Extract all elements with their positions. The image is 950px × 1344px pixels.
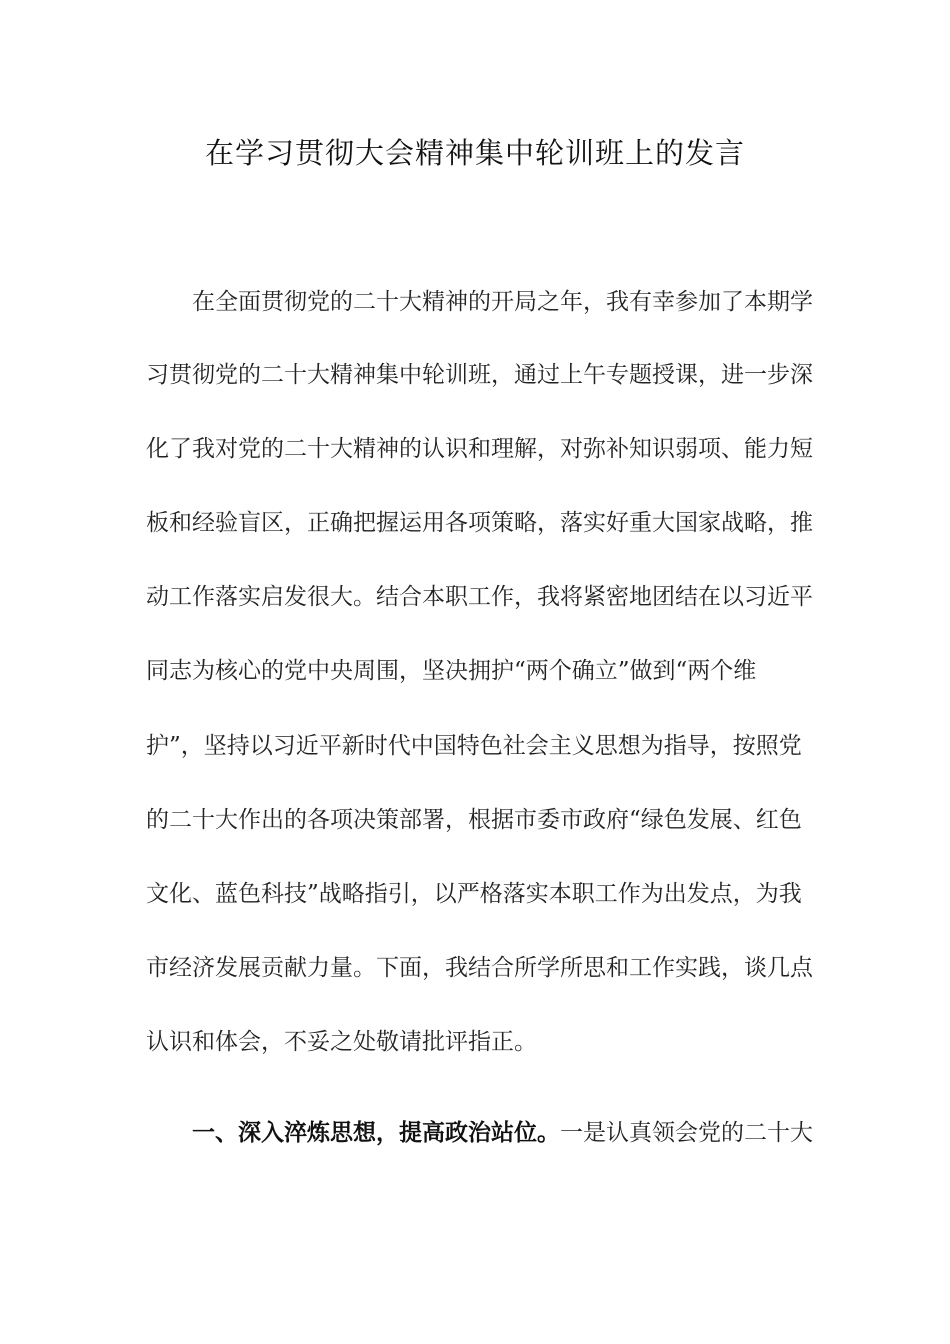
section-line [192,1113,813,1153]
section-heading: 一、深入淬炼思想，提高政治站位。 [192,1120,560,1146]
paragraph-line: 在全面贯彻党的二十大精神的开局之年，我有幸参加了本期学 [192,289,813,315]
paragraph-line: 习贯彻党的二十大精神集中轮训班，通过上午专题授课，进一步深 [146,362,813,388]
paragraph-line: 板和经验盲区，正确把握运用各项策略，落实好重大国家战略，推 [146,510,813,536]
paragraph-line: 护”，坚持以习近平新时代中国特色社会主义思想为指导，按照党 [146,733,802,759]
document-title: 在学习贯彻大会精神集中轮训班上的发言 [204,136,745,170]
paragraph-line: 市经济发展贡献力量。下面，我结合所学所思和工作实践，谈几点 [146,955,813,981]
paragraph-line: 动工作落实启发很大。结合本职工作，我将紧密地团结在以习近平 [146,584,813,610]
paragraph-line: 化了我对党的二十大精神的认识和理解，对弥补知识弱项、能力短 [146,436,813,462]
section-text: 一是认真领会党的二十大 [560,1120,813,1146]
paragraph-line: 文化、蓝色科技”战略指引，以严格落实本职工作为出发点，为我 [146,881,802,907]
paragraph-line: 同志为核心的党中央周围，坚决拥护“两个确立”做到“两个维 [146,658,757,684]
paragraph-line: 认识和体会，不妥之处敬请批评指正。 [146,1029,537,1055]
paragraph-line: 的二十大作出的各项决策部署，根据市委市政府“绿色发展、红色 [146,807,802,833]
